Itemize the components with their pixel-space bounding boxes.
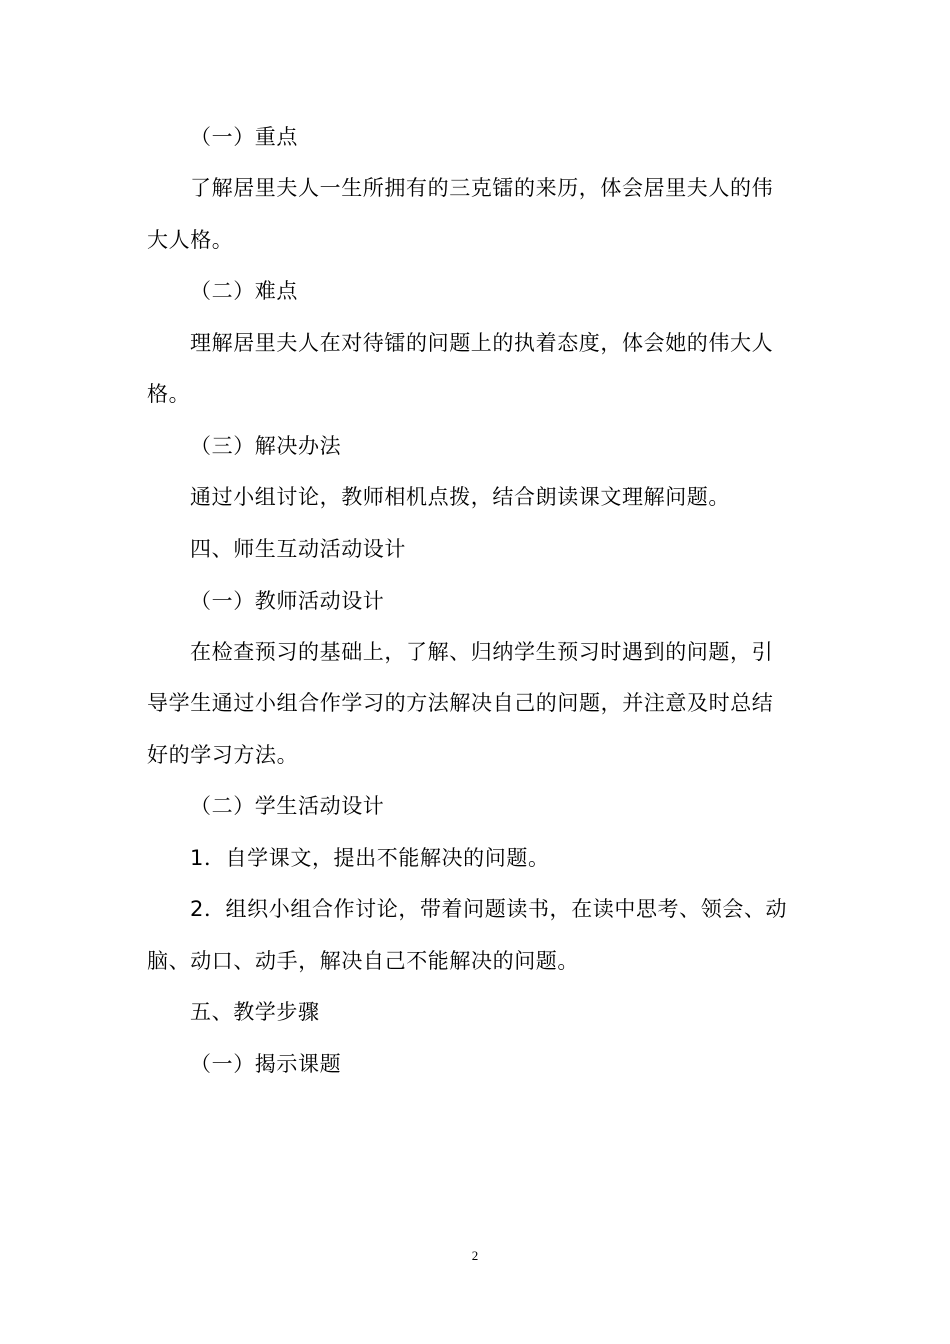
paragraph-line: 了解居里夫人一生所拥有的三克镭的来历，体会居里夫人的伟 (190, 176, 774, 200)
paragraph-line: 脑、动口、动手，解决自己不能解决的问题。 (147, 949, 579, 973)
paragraph-line: 格。 (147, 382, 191, 406)
heading-teacher-activities: （一）教师活动设计 (190, 589, 385, 613)
section-heading: 五、教学步骤 (190, 1000, 320, 1024)
page-number: 2 (471, 1248, 479, 1263)
heading-key-points: （一）重点 (190, 125, 298, 149)
heading-student-activities: （二）学生活动设计 (190, 794, 385, 818)
paragraph-line: 在检查预习的基础上，了解、归纳学生预习时遇到的问题，引 (190, 640, 774, 664)
paragraph-line: 通过小组讨论，教师相机点拨，结合朗读课文理解问题。 (190, 485, 730, 509)
paragraph-line: 好的学习方法。 (147, 743, 299, 767)
heading-solution: （三）解决办法 (190, 434, 342, 458)
list-item: 2．组织小组合作讨论，带着问题读书，在读中思考、领会、动 (190, 897, 788, 921)
paragraph-line: 大人格。 (147, 228, 234, 252)
paragraph-line: 导学生通过小组合作学习的方法解决自己的问题，并注意及时总结 (147, 691, 774, 715)
heading-reveal-topic: （一）揭示课题 (190, 1052, 342, 1076)
list-item: 1．自学课文，提出不能解决的问题。 (190, 846, 550, 870)
heading-difficulties: （二）难点 (190, 279, 298, 303)
section-heading: 四、师生互动活动设计 (190, 537, 406, 561)
paragraph-line: 理解居里夫人在对待镭的问题上的执着态度，体会她的伟大人 (190, 331, 774, 355)
